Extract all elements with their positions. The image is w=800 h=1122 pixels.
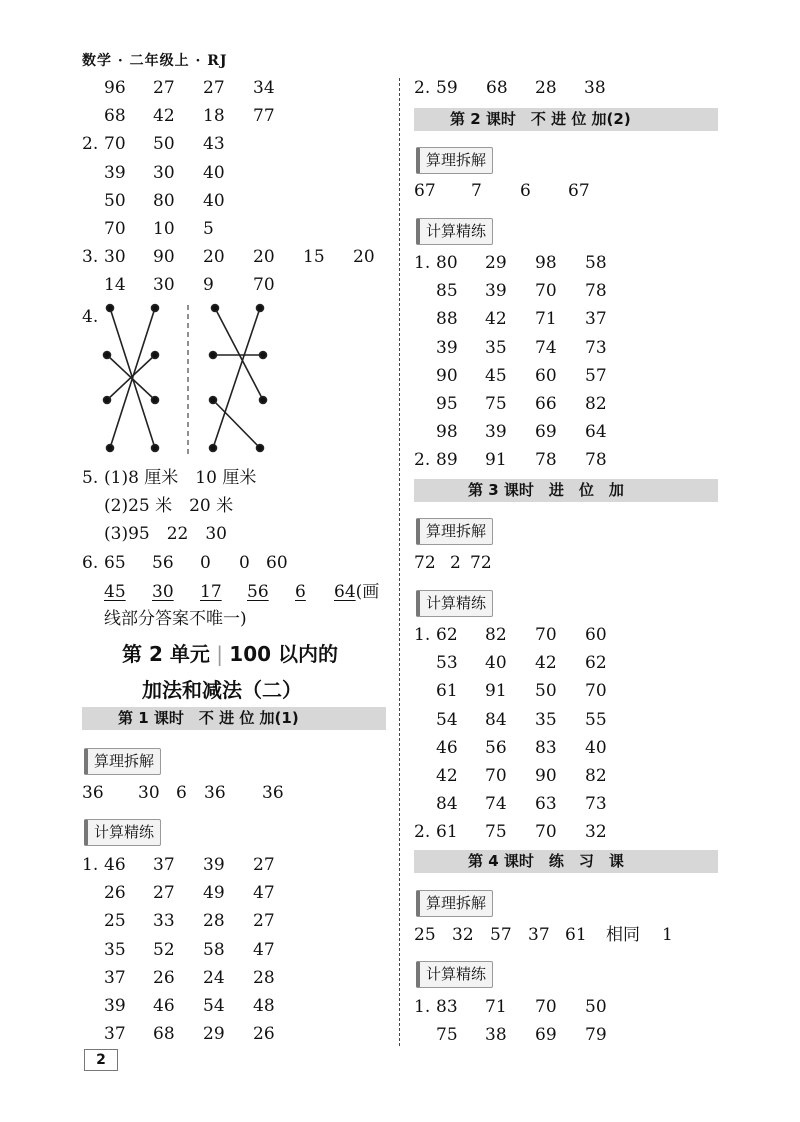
answer-value: 50	[585, 997, 607, 1017]
answer-value: 83	[535, 737, 557, 758]
lesson-3-row	[414, 651, 724, 675]
answer-value: 55	[585, 709, 607, 730]
answer-value: 58	[203, 939, 225, 960]
answer-value: 84	[436, 794, 458, 815]
answer-value: 68	[153, 1024, 175, 1045]
lesson-2-row	[414, 364, 724, 388]
answer-value: 37	[104, 1024, 126, 1045]
answer-value: 83	[436, 997, 458, 1017]
lesson-1-row	[82, 938, 392, 962]
answer-value: 34	[253, 78, 275, 98]
lesson-4-tag-jisuan: 计算精练	[416, 961, 493, 988]
lesson-4-bar: 第 4 课时 练 习 课	[414, 850, 718, 873]
answer-value: 29	[203, 1024, 225, 1045]
answer-value: 38	[485, 1025, 507, 1046]
answer-value: 27	[153, 78, 175, 98]
answer-value: 46	[153, 996, 175, 1016]
answer-value: 10	[153, 219, 175, 239]
lesson-2-row	[414, 392, 724, 416]
lesson-1-row	[82, 994, 392, 1018]
lesson-2-row	[414, 279, 724, 303]
answer-value: 69	[535, 1025, 557, 1046]
answer-value: 70	[585, 681, 607, 702]
answer-value: 50	[535, 681, 557, 702]
answer-value: 20	[253, 247, 275, 268]
unit-title-1: 第 2 单元 | 100 以内的	[122, 642, 339, 666]
answer-value: 35	[535, 709, 557, 730]
lesson-1-tag-suanli: 算理拆解	[84, 748, 161, 775]
answer-value: 69	[535, 422, 557, 443]
answer-value: 62	[585, 653, 607, 674]
answer-value: 82	[585, 766, 607, 786]
answer-value: 61	[436, 681, 458, 702]
answer-value: 75	[485, 394, 507, 414]
lesson-1-row	[82, 853, 392, 877]
left-top-row	[82, 273, 392, 297]
answer-value: 49	[203, 883, 225, 904]
answer-value: 37	[104, 967, 126, 988]
answer-value: 70	[104, 219, 126, 239]
left-top-row	[82, 132, 392, 156]
lesson-3-row	[414, 708, 724, 732]
question-number: 1.	[414, 253, 431, 273]
answer-value: 82	[485, 625, 507, 645]
answer-value: 40	[585, 737, 607, 758]
lesson-3-suanli-values: 72 2 72	[414, 553, 492, 573]
answer-value: 71	[485, 997, 507, 1017]
answer-value: 53	[436, 653, 458, 674]
answer-value: 80	[153, 190, 175, 211]
answer-value: 80	[436, 253, 458, 273]
page-number: 2	[84, 1049, 118, 1071]
answer-value: 79	[585, 1025, 607, 1046]
lesson-1-row	[82, 1022, 392, 1046]
answer-value: 27	[253, 855, 275, 875]
answer-value: 37	[585, 309, 607, 330]
lesson-3-row	[414, 679, 724, 703]
answer-value: 98	[535, 253, 557, 273]
answer-value: 26	[104, 883, 126, 904]
lesson-2-suanli-values: 67 7 6 67	[414, 181, 590, 201]
lesson-3-tag-jisuan: 计算精练	[416, 590, 493, 617]
answer-value: 42	[153, 106, 175, 127]
answer-value: 46	[436, 737, 458, 758]
answer-value: 39	[485, 281, 507, 302]
answer-value: 78	[535, 450, 557, 471]
answer-value: 20	[353, 247, 375, 268]
lesson-1-tag-jisuan: 计算精练	[84, 819, 161, 846]
lesson-3-row	[414, 623, 724, 647]
answer-value: 50	[153, 134, 175, 155]
left-top-row	[82, 104, 392, 128]
lesson-2-row	[414, 336, 724, 360]
answer-value: 39	[104, 162, 126, 183]
left-top-row	[82, 217, 392, 241]
answer-value: 40	[485, 653, 507, 674]
answer-value: 62	[436, 625, 458, 645]
lesson-3-row	[414, 764, 724, 788]
answer-value: 33	[153, 911, 175, 932]
answer-value: 52	[153, 939, 175, 960]
answer-value: 42	[535, 653, 557, 674]
question-number: 1.	[414, 625, 431, 645]
answer-value: 90	[535, 766, 557, 786]
answer-value: 64	[585, 422, 607, 443]
answer-value: 27	[253, 911, 275, 932]
answer-value: 89	[436, 450, 458, 471]
lesson-2-row	[414, 251, 724, 275]
answer-value: 73	[585, 337, 607, 358]
page-header: 数学 · 二年级上 · RJ	[82, 53, 228, 69]
unit-title-2: 加法和减法（二）	[142, 678, 302, 702]
lesson-1-row	[82, 881, 392, 905]
answer-value: 75	[485, 822, 507, 843]
answer-value: 54	[436, 709, 458, 730]
lesson-1-bar: 第 1 课时 不 进 位 加(1)	[82, 707, 386, 730]
answer-value: 46	[104, 855, 126, 875]
answer-value: 26	[253, 1024, 275, 1045]
answer-value: 27	[153, 883, 175, 904]
lesson-3-bar: 第 3 课时 进 位 加	[414, 479, 718, 502]
left-top-row	[82, 189, 392, 213]
lesson-2-row	[414, 307, 724, 331]
answer-value: 35	[485, 337, 507, 358]
answer-value: 42	[485, 309, 507, 330]
answer-value: 61	[436, 822, 458, 843]
right-first-row: 2. 59 68 28 38	[414, 78, 606, 98]
lesson-1-row	[82, 909, 392, 933]
left-top-row	[82, 161, 392, 185]
answer-value: 40	[203, 162, 225, 183]
answer-value: 74	[535, 337, 557, 358]
lesson-3-row	[414, 820, 724, 844]
answer-value: 39	[485, 422, 507, 443]
answer-value: 28	[203, 911, 225, 932]
answer-value: 43	[203, 134, 225, 155]
answer-value: 74	[485, 794, 507, 815]
answer-value: 50	[104, 190, 126, 211]
answer-value: 71	[535, 309, 557, 330]
question-number: 2.	[414, 450, 431, 471]
answer-value: 40	[203, 190, 225, 211]
answer-value: 27	[203, 78, 225, 98]
answer-value: 30	[104, 247, 126, 268]
answer-value: 57	[585, 365, 607, 386]
lesson-3-tag-suanli: 算理拆解	[416, 518, 493, 545]
answer-value: 35	[104, 939, 126, 960]
answer-value: 90	[436, 365, 458, 386]
answer-value: 28	[253, 967, 275, 988]
left-top-row	[82, 245, 392, 269]
answer-value: 78	[585, 450, 607, 471]
answer-value: 14	[104, 275, 126, 296]
answer-value: 63	[535, 794, 557, 815]
answer-value: 47	[253, 883, 275, 904]
lesson-3-row	[414, 736, 724, 760]
q6-row-1: 6. 65 56 0 0 60	[82, 553, 288, 573]
column-divider	[399, 78, 400, 1046]
answer-value: 56	[485, 737, 507, 758]
answer-value: 73	[585, 794, 607, 815]
answer-value: 70	[485, 766, 507, 786]
answer-value: 25	[104, 911, 126, 932]
answer-value: 30	[153, 162, 175, 183]
answer-value: 54	[203, 996, 225, 1016]
answer-value: 85	[436, 281, 458, 302]
answer-value: 58	[585, 253, 607, 273]
q6-row-2: 45 30 17 56 6 64(画	[104, 582, 380, 602]
answer-value: 88	[436, 309, 458, 330]
answer-value: 70	[535, 822, 557, 843]
answer-value: 15	[303, 247, 325, 268]
lesson-3-row	[414, 792, 724, 816]
answer-value: 60	[585, 625, 607, 645]
question-number: 2.	[414, 822, 431, 843]
lesson-2-tag-suanli: 算理拆解	[416, 147, 493, 174]
lesson-2-row	[414, 448, 724, 472]
answer-value: 39	[436, 337, 458, 358]
answer-value: 9	[203, 275, 214, 296]
answer-value: 90	[153, 247, 175, 268]
answer-value: 24	[203, 967, 225, 988]
answer-value: 70	[535, 625, 557, 645]
answer-value: 78	[585, 281, 607, 302]
answer-value: 70	[535, 281, 557, 302]
question-number: 3.	[82, 247, 99, 268]
answer-value: 77	[253, 106, 275, 127]
answer-value: 18	[203, 106, 225, 127]
answer-value: 48	[253, 996, 275, 1016]
lesson-1-row	[82, 966, 392, 990]
lesson-4-tag-suanli: 算理拆解	[416, 890, 493, 917]
answer-value: 5	[203, 219, 214, 239]
lesson-1-suanli-values: 36 30 6 36 36	[82, 783, 284, 803]
answer-value: 45	[485, 365, 507, 386]
answer-value: 91	[485, 450, 507, 471]
point-l1	[107, 305, 114, 312]
answer-value: 84	[485, 709, 507, 730]
answer-value: 70	[253, 275, 275, 296]
lesson-2-row	[414, 420, 724, 444]
left-top-row	[82, 76, 392, 100]
lesson-2-bar: 第 2 课时 不 进 位 加(2)	[414, 108, 718, 131]
answer-value: 98	[436, 422, 458, 443]
lesson-4-row	[414, 1023, 724, 1047]
matching-diagram	[95, 300, 280, 460]
answer-value: 42	[436, 766, 458, 786]
answer-value: 37	[153, 855, 175, 875]
answer-value: 60	[535, 365, 557, 386]
answer-value: 29	[485, 253, 507, 273]
question-number: 1.	[82, 855, 99, 875]
lesson-4-suanli-values: 25 32 57 37 61 相同 1	[414, 925, 673, 945]
answer-value: 26	[153, 967, 175, 988]
answer-value: 66	[535, 394, 557, 414]
answer-value: 91	[485, 681, 507, 702]
answer-value: 68	[104, 106, 126, 127]
lesson-2-tag-jisuan: 计算精练	[416, 218, 493, 245]
answer-value: 96	[104, 78, 126, 98]
answer-value: 39	[104, 996, 126, 1016]
answer-value: 32	[585, 822, 607, 843]
answer-value: 95	[436, 394, 458, 414]
answer-value: 75	[436, 1025, 458, 1046]
answer-value: 30	[153, 275, 175, 296]
answer-value: 20	[203, 247, 225, 268]
question-number: 2.	[82, 134, 99, 155]
answer-value: 70	[104, 134, 126, 155]
question-number: 1.	[414, 997, 431, 1017]
answer-value: 39	[203, 855, 225, 875]
answer-value: 82	[585, 394, 607, 414]
lesson-4-row	[414, 995, 724, 1019]
answer-value: 47	[253, 939, 275, 960]
answer-value: 70	[535, 997, 557, 1017]
